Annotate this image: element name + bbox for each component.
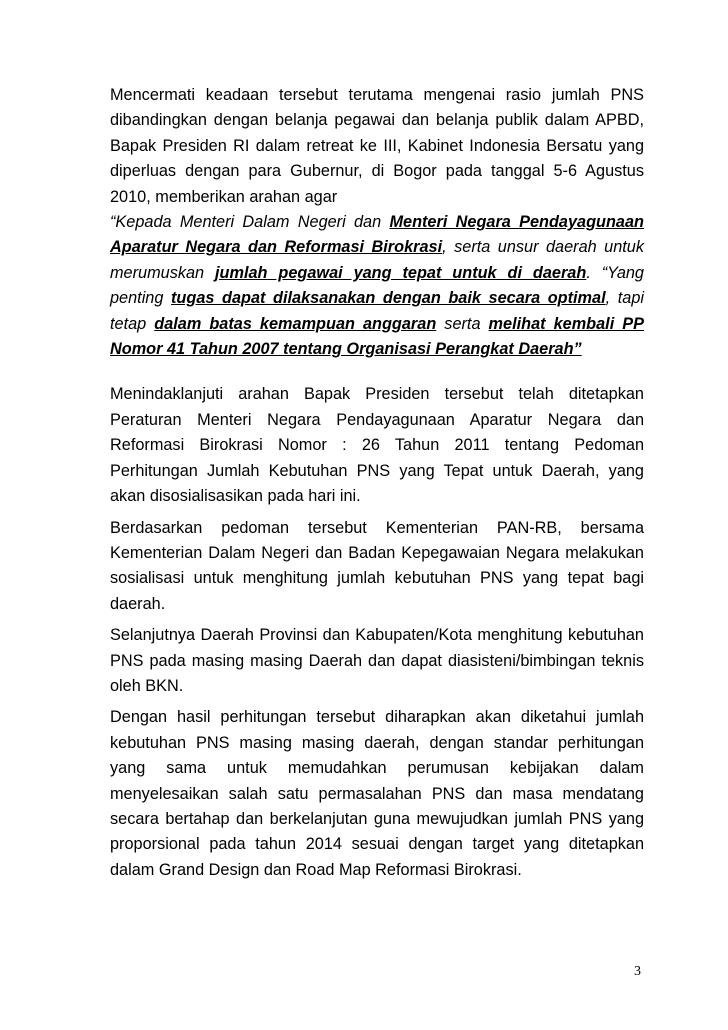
quote-highlight: dalam batas kemampuan anggaran	[154, 314, 437, 333]
quote-highlight: jumlah pegawai yang tepat untuk di daerah	[215, 263, 587, 282]
page-number: 3	[634, 964, 641, 979]
quote-highlight: tugas dapat dilaksanakan dengan baik secara optimal	[171, 289, 606, 308]
quote-segment: “Kepada Menteri Dalam Negeri dan	[110, 213, 390, 232]
paragraph-regional-calculation: Selanjutnya Daerah Provinsi dan Kabupaten/Kota menghitung kebutuhan PNS pada masing masing Daerah dan dapat diasisteni/bimbingan teknis oleh BKN.	[110, 626, 644, 695]
paragraph-presidential-directive-intro: Mencermati keadaan tersebut terutama mengenai rasio jumlah PNS dibandingkan dengan belanja pegawai dan belanja publik dalam APBD, Bapak Presiden RI dalam retreat ke III, Kabinet Indonesia Bersatu yang diperluas dengan para Gubernur, di Bogor pada tanggal 5-6 Agustus 2010, memberikan arahan agar	[110, 86, 644, 206]
quote-highlight: melihat kembali PP Nomor 41 Tahun 2007 tentang Organisasi Perangkat Daerah”	[110, 314, 644, 359]
paragraph-spacer	[110, 362, 644, 382]
quote-segment: , serta unsur daerah untuk merumuskan	[110, 238, 644, 282]
paragraph-expected-outcome: Dengan hasil perhitungan tersebut diharapkan akan diketahui jumlah kebutuhan PNS masing masing daerah, dengan standar perhitungan yang sama untuk memudahkan perumusan kebijakan dalam menyelesaikan salah satu permasalahan PNS dan masa mendatang secara bertahap dan berkelanjutan guna mewujudkan jumlah PNS yang proporsional pada tahun 2014 sesuai dengan target yang ditetapkan dalam Grand Design dan Road Map Reformasi Birokrasi.	[110, 708, 644, 879]
quote-segment: . “Yang penting	[110, 263, 644, 308]
quote-segment: , tapi tetap	[110, 289, 644, 333]
document-body	[110, 83, 644, 883]
paragraph-follow-up-regulation: Menindaklanjuti arahan Bapak Presiden tersebut telah ditetapkan Peraturan Menteri Negara Pendayagunaan Aparatur Negara dan Reformasi Birokrasi Nomor : 26 Tahun 2011 tentang Pedoman Perhitungan Jumlah Kebutuhan PNS yang Tepat untuk Daerah, yang akan disosialisasikan pada hari ini.	[110, 385, 644, 506]
presidential-quote	[110, 210, 644, 362]
quote-highlight: Menteri Negara Pendayagunaan Aparatur Negara dan Reformasi Birokrasi	[110, 213, 644, 257]
paragraph-socialization: Berdasarkan pedoman tersebut Kementerian PAN-RB, bersama Kementerian Dalam Negeri dan Badan Kepegawaian Negara melakukan sosialisasi untuk menghitung jumlah kebutuhan PNS yang tepat bagi daerah.	[110, 518, 644, 613]
quote-segment: serta	[436, 314, 489, 333]
